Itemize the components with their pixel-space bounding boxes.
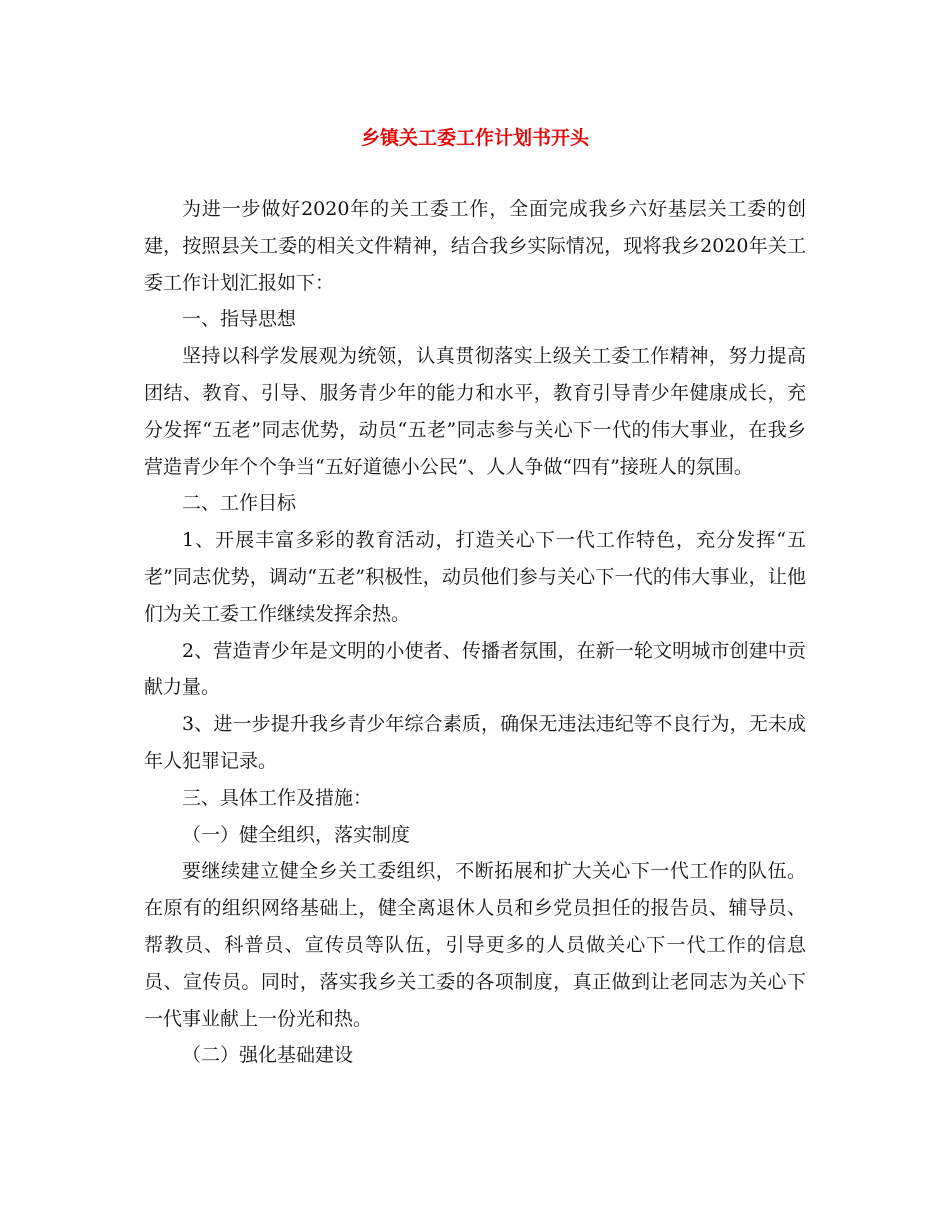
- section-heading-work-goals: 二、工作目标: [182, 492, 297, 515]
- goal-item-1: 1、开展丰富多彩的教育活动，打造关心下一代工作特色，充分发挥“五老”同志优势，调动“五老”积极性，动员他们参与关心下一代的伟大事业，让他们为关工委工作继续发挥余热。: [144, 529, 806, 625]
- document-body: [144, 191, 806, 1074]
- intro-paragraph: 为进一步做好2020年的关工委工作，全面完成我乡六好基层关工委的创建，按照县关工委的相关文件精神，结合我乡实际情况，现将我乡2020年关工委工作计划汇报如下：: [144, 198, 806, 294]
- subsection-heading-infrastructure: （二）强化基础建设: [182, 1044, 354, 1067]
- section-heading-measures: 三、具体工作及措施：: [182, 786, 373, 809]
- organization-paragraph: 要继续建立健全乡关工委组织，不断拓展和扩大关心下一代工作的队伍。在原有的组织网络基础上，健全离退休人员和乡党员担任的报告员、辅导员、帮教员、科普员、宣传员等队伍，引导更多的人员做关心下一代工作的信息员、宣传员。同时，落实我乡关工委的各项制度，真正做到让老同志为关心下一代事业献上一份光和热。: [144, 860, 806, 1030]
- document-title: 乡镇关工委工作计划书开头: [360, 127, 589, 149]
- guiding-thought-paragraph: 坚持以科学发展观为统领，认真贯彻落实上级关工委工作精神，努力提高团结、教育、引导、服务青少年的能力和水平，教育引导青少年健康成长，充分发挥“五老”同志优势，动员“五老”同志参与关心下一代的伟大事业，在我乡营造青少年个个争当“五好道德小公民”、人人争做“四有”接班人的氛围。: [144, 345, 806, 478]
- goal-item-2: 2、营造青少年是文明的小使者、传播者氛围，在新一轮文明城市创建中贡献力量。: [144, 639, 806, 699]
- subsection-heading-organization: （一）健全组织，落实制度: [182, 823, 411, 846]
- goal-item-3: 3、进一步提升我乡青少年综合素质，确保无违法违纪等不良行为，无未成年人犯罪记录。: [144, 713, 806, 772]
- section-heading-guiding-thought: 一、指导思想: [182, 308, 297, 331]
